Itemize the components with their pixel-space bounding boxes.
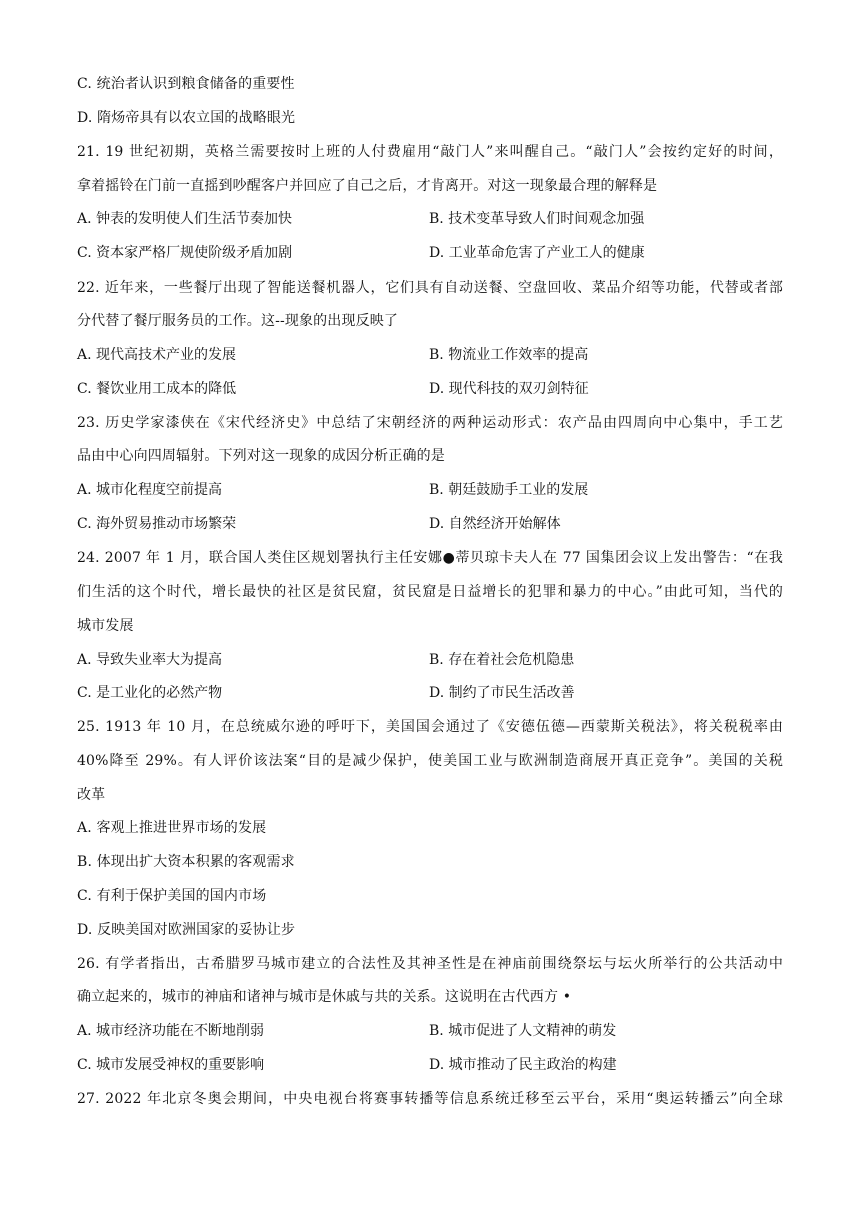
option-right: D. 城市推动了民主政治的构建 <box>429 1057 617 1073</box>
option-right: B. 朝廷鼓励手工业的发展 <box>429 482 589 498</box>
option-left: A. 城市经济功能在不断地削弱 <box>77 1023 265 1039</box>
text-line: 分代替了餐厅服务员的工作。这--现象的出现反映了 <box>77 313 399 329</box>
text-line: D. 反映美国对欧洲国家的妥协让步 <box>77 922 296 938</box>
text-line: 23. 历史学家漆侠在《宋代经济史》中总结了宋朝经济的两种运动形式：农产品由四周向中心集中，手工艺 <box>77 415 783 431</box>
option-left: C. 城市发展受神权的重要影响 <box>77 1057 265 1073</box>
option-left: C. 海外贸易推动市场繁荣 <box>77 516 237 532</box>
option-left: A. 城市化程度空前提高 <box>77 482 223 498</box>
text-line: D. 隋炀帝具有以农立国的战略眼光 <box>77 110 296 126</box>
option-right: B. 城市促进了人文精神的萌发 <box>429 1023 617 1039</box>
option-right: D. 工业革命危害了产业工人的健康 <box>429 245 645 261</box>
text-line: 22. 近年来，一些餐厅出现了智能送餐机器人，它们具有自动送餐、空盘回收、菜品介绍等功能，代替或者部 <box>77 280 783 296</box>
option-right: B. 物流业工作效率的提高 <box>429 347 589 363</box>
text-line: 确立起来的，城市的神庙和诸神与城市是休戚与共的关系。这说明在古代西方 • <box>77 989 572 1005</box>
text-line: 品由中心向四周辐射。下列对这一现象的成因分析正确的是 <box>77 448 445 464</box>
option-left: C. 是工业化的必然产物 <box>77 685 223 701</box>
text-line: C. 统治者认识到粮食储备的重要性 <box>77 76 295 92</box>
text-line: 拿着摇铃在门前一直摇到吵醒客户并回应了自己之后，才肯离开。对这一现象最合理的解释是 <box>77 178 658 194</box>
text-line: 城市发展 <box>77 618 134 634</box>
text-line: C. 有利于保护美国的国内市场 <box>77 888 267 904</box>
option-left: A. 钟表的发明使人们生活节奏加快 <box>77 211 293 227</box>
option-right: D. 制约了市民生活改善 <box>429 685 575 701</box>
option-left: A. 导致失业率大为提高 <box>77 652 223 668</box>
option-right: D. 现代科技的双刃剑特征 <box>429 381 589 397</box>
text-line: 21. 19 世纪初期，英格兰需要按时上班的人付费雇用“敲门人”来叫醒自己。“敲门人”会按约定好的时间， <box>77 144 783 160</box>
text-line: 26. 有学者指出，古希腊罗马城市建立的合法性及其神圣性是在神庙前围绕祭坛与坛火所举行的公共活动中 <box>77 956 783 972</box>
text-line: 们生活的这个时代，增长最快的社区是贫民窟，贫民窟是日益增长的犯罪和暴力的中心。”由此可知，当代的 <box>77 584 783 600</box>
option-right: D. 自然经济开始解体 <box>429 516 561 532</box>
text-line: A. 客观上推进世界市场的发展 <box>77 820 267 836</box>
text-line: 改革 <box>77 787 106 803</box>
text-line: 40%降至 29%。有人评价该法案“目的是减少保护，使美国工业与欧洲制造商展开真正竞争”。美国的关税 <box>77 753 783 769</box>
option-right: B. 存在着社会危机隐患 <box>429 652 575 668</box>
option-left: C. 资本家严格厂规使阶级矛盾加剧 <box>77 245 293 261</box>
text-line: 24. 2007 年 1 月，联合国人类住区规划署执行主任安娜●蒂贝琼卡夫人在 77 国集团会议上发出警告：“在我 <box>77 550 783 566</box>
text-line: B. 体现出扩大资本积累的客观需求 <box>77 854 295 870</box>
text-line: 25. 1913 年 10 月，在总统威尔逊的呼吁下，美国国会通过了《安德伍德—西蒙斯关税法》，将关税税率由 <box>77 719 783 735</box>
option-right: B. 技术变革导致人们时间观念加强 <box>429 211 645 227</box>
option-left: A. 现代高技术产业的发展 <box>77 347 237 363</box>
option-left: C. 餐饮业用工成本的降低 <box>77 381 237 397</box>
text-line: 27. 2022 年北京冬奥会期间，中央电视台将赛事转播等信息系统迁移至云平台，采用“奥运转播云”向全球 <box>77 1091 783 1107</box>
